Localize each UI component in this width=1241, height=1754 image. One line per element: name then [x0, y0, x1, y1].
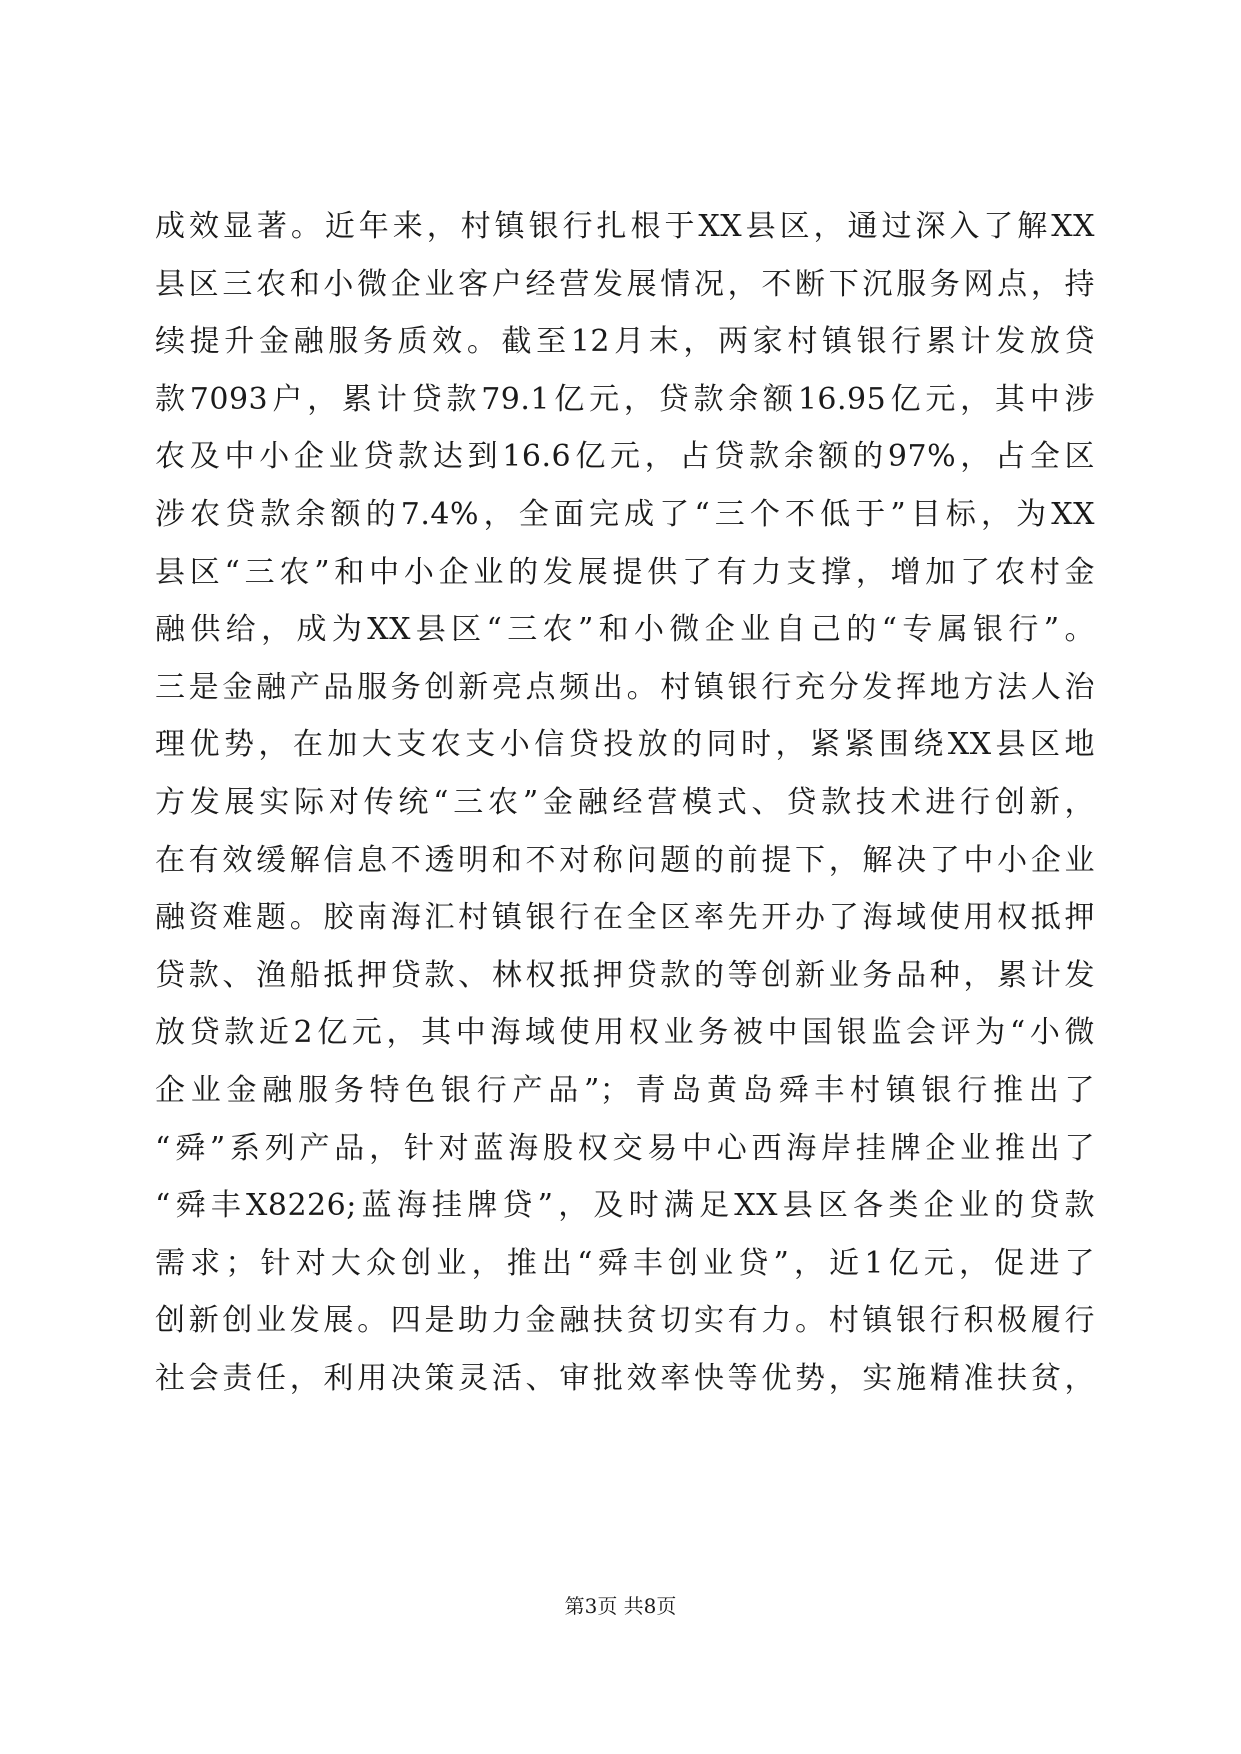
body-text [155, 198, 1095, 1407]
text-line: 融供给，成为XX县区“三农”和小微企业自己的“专属银行”。 [155, 612, 1095, 648]
text-line: 农及中小企业贷款达到16.6亿元，占贷款余额的97%，占全区 [155, 439, 1095, 475]
text-line: 成效显著。近年来，村镇银行扎根于XX县区，通过深入了解XX [155, 209, 1095, 244]
text-line: 县区“三农”和中小企业的发展提供了有力支撑，增加了农村金 [155, 554, 1095, 590]
text-line: 县区三农和小微企业客户经营发展情况，不断下沉服务网点，持 [155, 266, 1095, 302]
text-line: 企业金融服务特色银行产品”；青岛黄岛舜丰村镇银行推出了 [155, 1072, 1095, 1108]
text-line: 融资难题。胶南海汇村镇银行在全区率先开办了海域使用权抵押 [155, 900, 1095, 936]
text-line: 需求；针对大众创业，推出“舜丰创业贷”，近1亿元，促进了 [155, 1245, 1095, 1281]
text-line: 方发展实际对传统“三农”金融经营模式、贷款技术进行创新， [155, 784, 1095, 820]
text-line: 理优势，在加大支农支小信贷投放的同时，紧紧围绕XX县区地 [155, 727, 1095, 763]
text-line: 款7093户，累计贷款79.1亿元，贷款余额16.95亿元，其中涉 [155, 381, 1095, 417]
text-line: 涉农贷款余额的7.4%，全面完成了“三个不低于”目标，为XX [155, 496, 1095, 532]
text-line: 续提升金融服务质效。截至12月末，两家村镇银行累计发放贷 [155, 324, 1095, 360]
text-line: “舜丰X8226;蓝海挂牌贷”，及时满足XX县区各类企业的贷款 [155, 1188, 1095, 1224]
text-line: 放贷款近2亿元，其中海域使用权业务被中国银监会评为“小微 [155, 1015, 1095, 1051]
text-line: “舜”系列产品，针对蓝海股权交易中心西海岸挂牌企业推出了 [155, 1130, 1095, 1166]
text-line: 贷款、渔船抵押贷款、林权抵押贷款的等创新业务品种，累计发 [155, 957, 1095, 993]
text-line: 社会责任，利用决策灵活、审批效率快等优势，实施精准扶贫， [155, 1360, 1095, 1396]
text-line: 三是金融产品服务创新亮点频出。村镇银行充分发挥地方法人治 [155, 669, 1095, 705]
text-line: 在有效缓解信息不透明和不对称问题的前提下，解决了中小企业 [155, 842, 1095, 878]
page-footer: 第3页 共8页 [564, 1594, 677, 1618]
text-line: 创新创业发展。四是助力金融扶贫切实有力。村镇银行积极履行 [155, 1303, 1095, 1339]
